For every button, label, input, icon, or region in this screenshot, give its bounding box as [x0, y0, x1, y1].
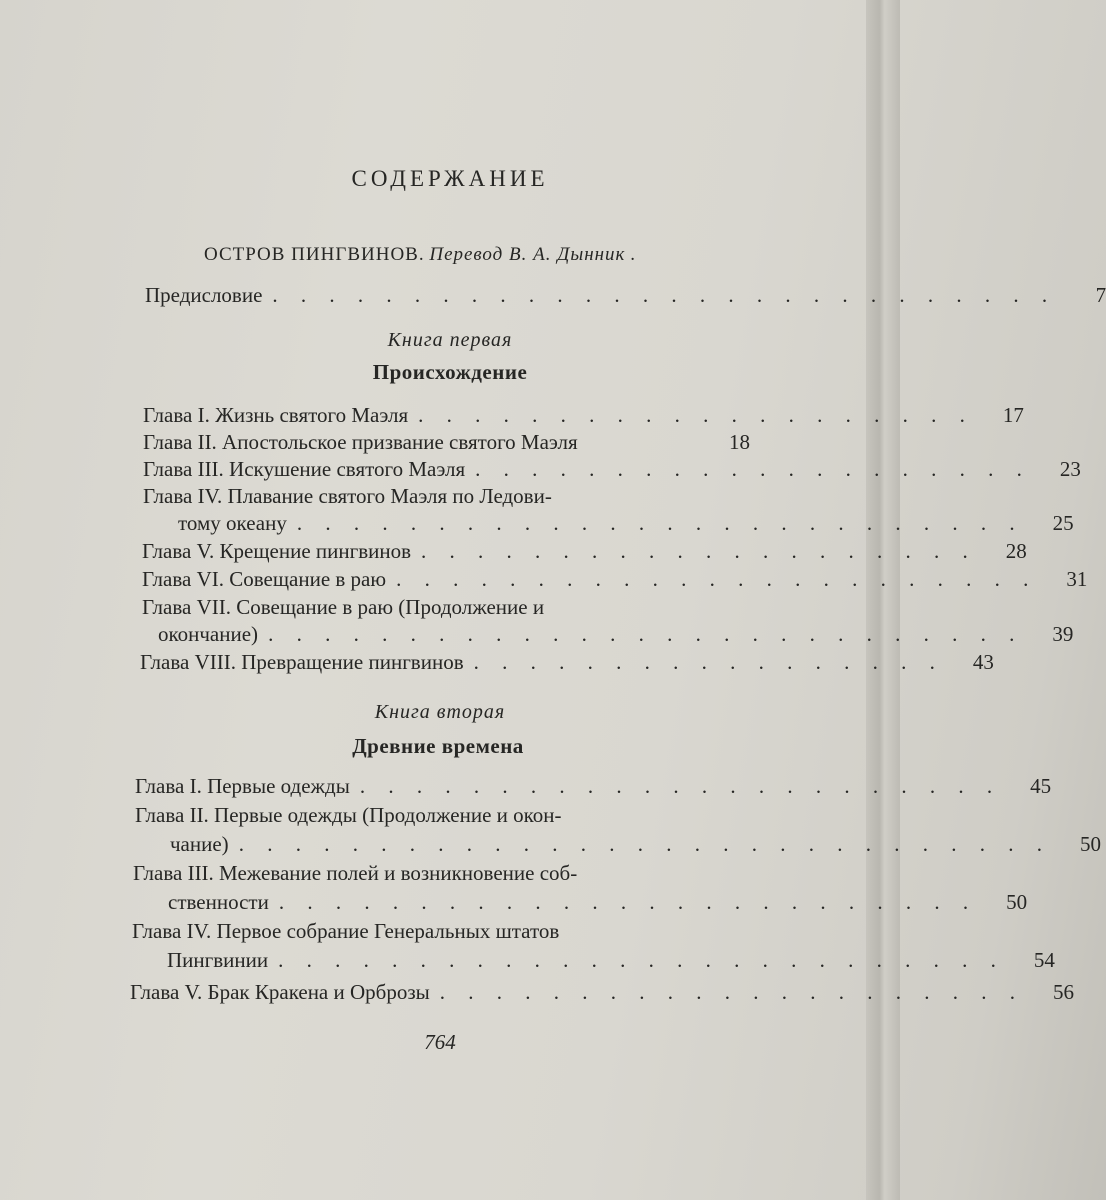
toc-entry[interactable]: [158, 620, 1074, 648]
entry-label-line: Глава IV. Плавание святого Маэля по Ледови-: [143, 484, 552, 508]
work-trail: .: [630, 244, 635, 265]
toc-entry[interactable]: [140, 648, 994, 676]
entry-page: 50: [1079, 832, 1101, 856]
entry-label: Глава I. Первые одежды: [135, 774, 350, 798]
book2-title: Древние времена: [352, 734, 524, 758]
leader-dots: . . . . . . . . . . . . . . . . . . . .: [418, 403, 974, 427]
toc-entry[interactable]: [168, 888, 1028, 916]
entry-page: 18: [729, 430, 750, 454]
leader-dots: . . . . . . . . . . . . . . . . . . . . . . . . . . . .: [272, 283, 1057, 307]
entry-label: тому океану: [178, 511, 287, 535]
toc-entry[interactable]: [178, 509, 1074, 537]
work-title: [204, 244, 635, 266]
toc-entry[interactable]: [143, 428, 750, 456]
entry-label-line: Глава IV. Первое собрание Генеральных штатов: [132, 919, 560, 943]
leader-dots: . . . . . . . . . . . . . . . . . . . . . . . . . . . . .: [238, 832, 1051, 856]
entry-page: 25: [1052, 511, 1074, 535]
entry-label: окончание): [158, 622, 259, 646]
entry-page: 45: [1030, 774, 1052, 798]
leader-dots: . . . . . . . . . . . . . . . . . . . . . . . . . .: [278, 948, 1005, 972]
book2-label: Книга вторая: [374, 701, 506, 723]
entry-label: Глава I. Жизнь святого Маэля: [143, 403, 409, 427]
toc-entry[interactable]: [135, 772, 1052, 800]
entry-label-line: Глава III. Межевание полей и возникновение соб-: [133, 861, 578, 885]
entry-page: 23: [1059, 457, 1081, 481]
page-title: СОДЕРЖАНИЕ: [351, 166, 549, 191]
toc-entry[interactable]: [142, 537, 1027, 565]
entry-label: Пингвинии: [167, 948, 269, 972]
entry-page: 50: [1006, 890, 1028, 914]
translator-credit: Перевод В. А. Дынник: [429, 244, 626, 265]
leader-dots: . . . . . . . . . . . . . . . . . . . . . . . . .: [278, 890, 978, 914]
entry-label: Глава II. Апостольское призвание святого Маэля: [143, 430, 578, 454]
toc-entry[interactable]: [130, 978, 1074, 1006]
entry-page: 54: [1033, 948, 1055, 972]
leader-dots: . . . . . . . . . . . . . . . . . . . .: [421, 539, 977, 563]
toc-entry-preface[interactable]: [145, 281, 1106, 309]
leader-dots: . . . . . . . . . . . . . . . . . . . . . . . . . . .: [268, 622, 1024, 646]
entry-label: Предисловие: [145, 283, 263, 307]
entry-label: Глава VI. Совещание в раю: [142, 567, 387, 591]
toc-entry[interactable]: [142, 565, 1088, 593]
entry-page: 7: [1095, 283, 1106, 307]
entry-page: 17: [1002, 403, 1024, 427]
entry-page: 31: [1066, 567, 1088, 591]
entry-label: чание): [170, 832, 229, 856]
work-name: ОСТРОВ ПИНГВИНОВ.: [204, 244, 425, 265]
entry-page: 56: [1053, 980, 1074, 1004]
leader-dots: . . . . . . . . . . . . . . . . . . . .: [475, 457, 1031, 481]
leader-dots: . . . . . . . . . . . . . . . . . . . . . . . . . .: [296, 511, 1024, 535]
entry-label-line: Глава II. Первые одежды (Продолжение и окон-: [135, 803, 562, 827]
leader-dots: . . . . . . . . . . . . . . . . .: [473, 650, 944, 674]
entry-label: Глава VIII. Превращение пингвинов: [140, 650, 464, 674]
entry-page: 28: [1005, 539, 1027, 563]
toc-entry[interactable]: [167, 946, 1055, 974]
entry-page: 39: [1052, 622, 1074, 646]
toc-entry[interactable]: [143, 401, 1024, 429]
entry-label: Глава V. Крещение пингвинов: [142, 539, 412, 563]
book1-label: Книга первая: [387, 329, 513, 351]
leader-dots: . . . . . . . . . . . . . . . . . . . . . . .: [396, 567, 1038, 591]
page-number: 764: [424, 1030, 456, 1054]
leader-dots: . . . . . . . . . . . . . . . . . . . . . . .: [359, 774, 1002, 798]
entry-label-line: Глава VII. Совещание в раю (Продолжение и: [142, 595, 545, 619]
book1-title: Происхождение: [372, 360, 528, 384]
leader-dots: . . . . . . . . . . . . . . . . . . . . .: [439, 980, 1024, 1004]
entry-label: ственности: [168, 890, 269, 914]
entry-label: Глава V. Брак Кракена и Орброзы: [130, 980, 430, 1004]
entry-page: 43: [972, 650, 994, 674]
entry-label: Глава III. Искушение святого Маэля: [143, 457, 466, 481]
toc-entry[interactable]: [170, 830, 1101, 858]
toc-entry[interactable]: [143, 455, 1081, 483]
